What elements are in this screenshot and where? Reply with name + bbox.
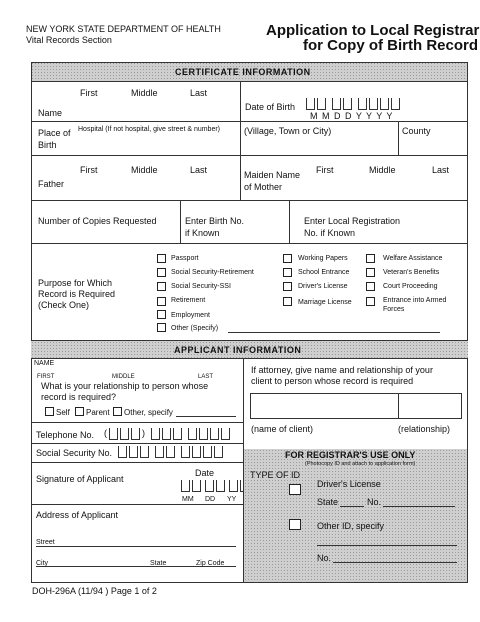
checkbox-parent[interactable] (75, 407, 84, 416)
label-app-last: LAST (198, 374, 214, 380)
label-date: Date (195, 468, 215, 478)
label-county: County (402, 126, 431, 136)
other-rel-line[interactable] (176, 416, 236, 417)
label-reg-no2: No. (317, 553, 332, 563)
label-first: First (80, 88, 98, 98)
option-drivers-license: Driver's License (298, 283, 348, 290)
option-employment: Employment (171, 312, 210, 319)
checkbox-working-papers[interactable] (283, 254, 292, 263)
label-street: Street (36, 539, 55, 546)
label-localreg2: No. if Known (304, 228, 356, 238)
label-signature: Signature of Applicant (36, 474, 124, 484)
checkbox-marriage-license[interactable] (283, 297, 292, 306)
label-yy: YY (227, 496, 237, 503)
option-ss-ssi: Social Security-SSI (171, 283, 231, 290)
label-reg-drivers: Driver's License (317, 479, 381, 489)
label-purpose3: (Check One) (38, 300, 90, 310)
label-zip: Zip Code (196, 560, 225, 567)
date-boxes[interactable] (181, 480, 251, 492)
registrar-heading: FOR REGISTRAR'S USE ONLY (285, 450, 416, 460)
label-maiden1: Maiden Name (244, 170, 301, 180)
label-maiden2: of Mother (244, 182, 283, 192)
client-box[interactable] (250, 393, 462, 419)
form-number: DOH-296A (11/94 ) Page 1 of 2 (32, 586, 157, 596)
label-place-of: Place of (38, 128, 71, 138)
checkbox-armed-forces[interactable] (366, 297, 375, 306)
label-mm: MM (182, 496, 194, 503)
checkbox-ss-ssi[interactable] (157, 282, 166, 291)
label-mother-first: First (316, 165, 334, 175)
checkbox-passport[interactable] (157, 254, 166, 263)
option-working-papers: Working Papers (298, 255, 348, 262)
checkbox-drivers-license[interactable] (283, 282, 292, 291)
label-hospital: Hospital (If not hospital, give street & number) (78, 126, 221, 133)
checkbox-retirement[interactable] (157, 297, 166, 306)
label-applicant-name: NAME (34, 360, 55, 367)
label-attorney2: client to person whose record is required (251, 376, 414, 386)
street-line[interactable] (36, 546, 236, 547)
checkbox-court[interactable] (366, 282, 375, 291)
label-middle: Middle (131, 88, 158, 98)
agency-name: NEW YORK STATE DEPARTMENT OF HEALTH (26, 24, 221, 34)
checkbox-ss-retirement[interactable] (157, 268, 166, 277)
ssn-boxes[interactable] (118, 446, 225, 458)
option-other-rel: Other, specify (124, 408, 173, 417)
label-app-middle: MIDDLE (112, 374, 135, 380)
option-marriage-license: Marriage License (298, 299, 352, 306)
checkbox-other-rel[interactable] (113, 407, 122, 416)
label-purpose1: Purpose for Which (38, 278, 113, 288)
checkbox-welfare[interactable] (366, 254, 375, 263)
checkbox-employment[interactable] (157, 310, 166, 319)
label-address: Address of Applicant (36, 510, 119, 520)
checkbox-registrar-drivers[interactable] (289, 484, 301, 495)
label-name: Name (38, 108, 63, 118)
dob-boxes[interactable] (306, 98, 402, 110)
label-father-first: First (80, 165, 98, 175)
label-ssn: Social Security No. (36, 448, 113, 458)
label-last: Last (190, 88, 208, 98)
label-client: (name of client) (251, 424, 314, 434)
label-relationship: (relationship) (398, 424, 451, 434)
option-self: Self (56, 408, 70, 417)
label-relationship2: record is required? (41, 392, 117, 402)
label-father: Father (38, 179, 65, 189)
label-mother-last: Last (432, 165, 450, 175)
label-mother-middle: Middle (369, 165, 396, 175)
label-copies: Number of Copies Requested (38, 216, 157, 226)
label-birth: Birth (38, 140, 57, 150)
option-veterans: Veteran's Benefits (383, 269, 440, 276)
option-passport: Passport (171, 255, 199, 262)
checkbox-school-entrance[interactable] (283, 268, 292, 277)
section-name: Vital Records Section (26, 35, 112, 45)
registrar-note: (Photocopy ID and attach to application form) (305, 461, 416, 467)
applicant-heading: APPLICANT INFORMATION (174, 345, 302, 355)
label-attorney1: If attorney, give name and relationship of your (251, 365, 433, 375)
option-court: Court Proceeding (383, 283, 438, 290)
dob-format: M M D D Y Y Y Y (310, 111, 394, 121)
option-welfare: Welfare Assistance (383, 255, 443, 262)
checkbox-other[interactable] (157, 323, 166, 332)
option-armed-forces-1: Entrance into Armed (383, 297, 447, 304)
option-parent: Parent (86, 408, 110, 417)
checkbox-self[interactable] (45, 407, 54, 416)
label-purpose2: Record is Required (38, 289, 116, 299)
label-reg-state: State (317, 497, 339, 507)
label-type-id: TYPE OF ID (250, 470, 301, 480)
label-dd: DD (205, 496, 216, 503)
label-birthno1: Enter Birth No. (185, 216, 245, 226)
option-ss-retirement: Social Security-Retirement (171, 269, 254, 276)
checkbox-veterans[interactable] (366, 268, 375, 277)
label-localreg1: Enter Local Registration (304, 216, 401, 226)
certificate-heading: CERTIFICATE INFORMATION (175, 67, 311, 77)
option-retirement: Retirement (171, 297, 206, 304)
option-armed-forces-2: Forces (383, 306, 405, 313)
form-title-line1: Application to Local Registrar (266, 22, 480, 39)
option-school-entrance: School Entrance (298, 269, 350, 276)
label-village: (Village, Town or City) (244, 126, 332, 136)
label-father-middle: Middle (131, 165, 158, 175)
label-birthno2: if Known (185, 228, 220, 238)
phone-boxes[interactable]: ( ) (104, 428, 232, 440)
label-city: City (36, 560, 49, 567)
label-reg-other: Other ID, specify (317, 521, 385, 531)
label-reg-no: No. (367, 497, 382, 507)
label-app-first: FIRST (37, 374, 55, 380)
checkbox-registrar-other[interactable] (289, 519, 301, 530)
label-dob: Date of Birth (245, 102, 296, 112)
form-title-line2: for Copy of Birth Record (303, 37, 478, 54)
label-relationship1: What is your relationship to person whose (41, 381, 209, 391)
label-father-last: Last (190, 165, 208, 175)
label-state: State (150, 560, 167, 567)
other-specify-line[interactable] (228, 332, 440, 333)
option-other: Other (Specify) (171, 325, 219, 332)
label-phone: Telephone No. (36, 430, 95, 440)
